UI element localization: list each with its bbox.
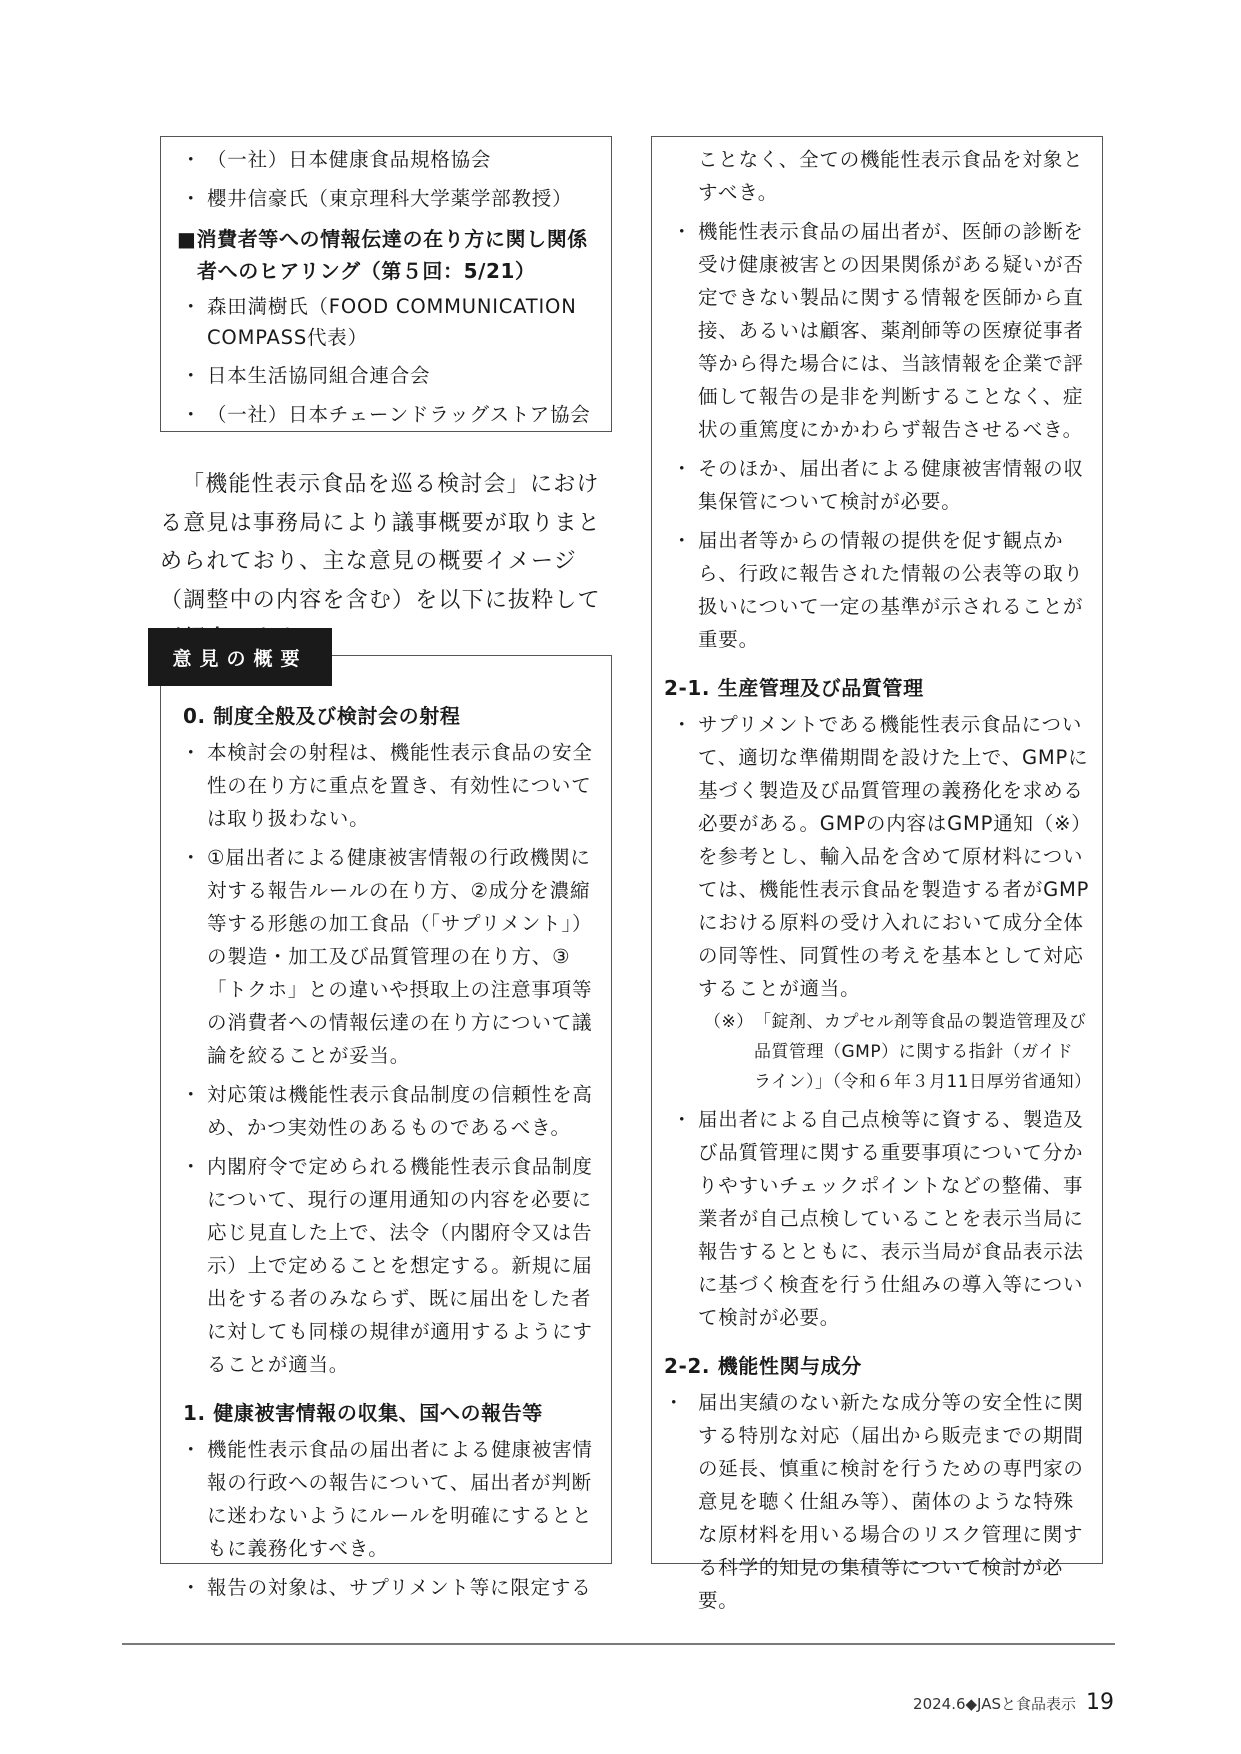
page-number: 19	[1086, 1690, 1114, 1715]
page-footer	[913, 1690, 1114, 1715]
section-0-list	[173, 736, 599, 1381]
footer-title: 2024.6◆JASと食品表示	[913, 1695, 1076, 1713]
section-2-2-list	[664, 1386, 1090, 1617]
intro-paragraph: 「機能性表示食品を巡る検討会」における意見は事務局により議事概要が取りまとめられており、主な意見の概要イメージ（調整中の内容を含む）を以下に抜粋して	[160, 472, 601, 613]
section-2-1-heading: 2-1. 生産管理及び品質管理	[664, 676, 924, 700]
list-item: ・ 報告の対象は、サプリメント等に限定する	[173, 1571, 599, 1604]
list-item: ・ サプリメントである機能性表示食品について、適切な準備期間を設けた上で、GMPに基づく製造及び品質管理の義務化を求める必要がある。GMPの内容はGMP通知（※）を参考とし、輸入品を含めて原材料については、機能性表示食品を製造する者がGMPにおける原料の受け入れにおいて成分全体の同等性、同質性の考えを基本として対応することが適当。	[664, 708, 1090, 1005]
list-item: ・ 届出者による自己点検等に資する、製造及び品質管理に関する重要事項について分かりやすいチェックポイントなどの整備、事業者が自己点検していることを表示当局に報告するとともに、表示当局が食品表示法に基づく検査を行う仕組みの導入等について検討が必要。	[664, 1103, 1090, 1334]
list-item: ・ 内閣府令で定められる機能性表示食品制度について、現行の運用通知の内容を必要に応じ見直した上で、法令（内閣府令又は告示）上で定めることを想定する。新規に届出をする者のみならず、既に届出をした者に対しても同様の規律が適用するようにすることが適当。	[173, 1150, 599, 1381]
opinion-summary-box	[160, 655, 612, 1599]
right-column-box	[651, 136, 1103, 1612]
hearing-heading: ■消費者等への情報伝達の在り方に関し関係者へのヒアリング（第５回：5/21）	[177, 227, 588, 283]
section-1-list	[173, 1433, 599, 1604]
right-list	[664, 215, 1090, 656]
list-item: ・ 本検討会の射程は、機能性表示食品の安全性の在り方に重点を置き、有効性については取り扱わない。	[173, 736, 599, 835]
list-item: ・ 森田満樹氏（FOOD COMMUNICATION COMPASS代表）	[173, 291, 599, 353]
hearing-list-box	[160, 136, 612, 432]
list-item: ・ 日本生活協同組合連合会	[173, 359, 599, 392]
list-item: ・ 櫻井信豪氏（東京理科大学薬学部教授）	[173, 182, 599, 215]
list-item: ・ 届出者等からの情報の提供を促す観点から、行政に報告された情報の公表等の取り扱いについて一定の基準が示されることが重要。	[664, 524, 1090, 656]
section-1-heading: 1. 健康被害情報の収集、国への報告等	[183, 1401, 543, 1425]
section-2-2-heading: 2-2. 機能性関与成分	[664, 1354, 862, 1378]
section-2-1-list-a	[664, 708, 1090, 1005]
hearing-list-a	[173, 143, 599, 215]
hearing-list-b	[173, 291, 599, 431]
continuation-text: ことなく、全ての機能性表示食品を対象とすべき。	[698, 148, 1084, 204]
list-item: ・ 対応策は機能性表示食品制度の信頼性を高め、かつ実効性のあるものであるべき。	[173, 1078, 599, 1144]
list-item: ・ ①届出者による健康被害情報の行政機関に対する報告ルールの在り方、②成分を濃縮等する形態の加工食品（「サプリメント」）の製造・加工及び品質管理の在り方、③「トクホ」との違いや摂取上の注意事項等の消費者への情報伝達の在り方について議論を絞ることが妥当。	[173, 841, 599, 1072]
footnote-mark: （※）	[704, 1012, 754, 1032]
list-item: ・ そのほか、届出者による健康被害情報の収集保管について検討が必要。	[664, 452, 1090, 518]
section-0-heading: 0. 制度全般及び検討会の射程	[183, 704, 461, 728]
list-item: ・ 機能性表示食品の届出者が、医師の診断を受け健康被害との因果関係がある疑いが否定できない製品に関する情報を医師から直接、あるいは顧客、薬剤師等の医療従事者等から得た場合には、当該情報を企業で評価して報告の是非を判断することなく、症状の重篤度にかかわらず報告させるべき。	[664, 215, 1090, 446]
list-item: ・ （一社）日本健康食品規格協会	[173, 143, 599, 176]
list-item: ・ 届出実績のない新たな成分等の安全性に関する特別な対応（届出から販売までの期間の延長、慎重に検討を行うための専門家の意見を聴く仕組み等）、菌体のような特殊な原材料を用いる場合のリスク管理に関する科学的知見の集積等について検討が必要。	[664, 1386, 1090, 1617]
section-2-1-list-b	[664, 1103, 1090, 1334]
opinion-summary-tab: 意見の概要	[148, 628, 332, 686]
list-item: ・ （一社）日本チェーンドラッグストア協会	[173, 398, 599, 431]
gmp-footnote	[664, 1007, 1090, 1097]
list-item: ・ 機能性表示食品の届出者による健康被害情報の行政への報告について、届出者が判断に迷わないようにルールを明確にするとともに義務化すべき。	[173, 1433, 599, 1565]
footer-divider	[122, 1643, 1115, 1645]
footnote-text: 「錠剤、カプセル剤等食品の製造管理及び品質管理（GMP）に関する指針（ガイドライン）」（令和６年３月11日厚労省通知）	[754, 1012, 1092, 1092]
